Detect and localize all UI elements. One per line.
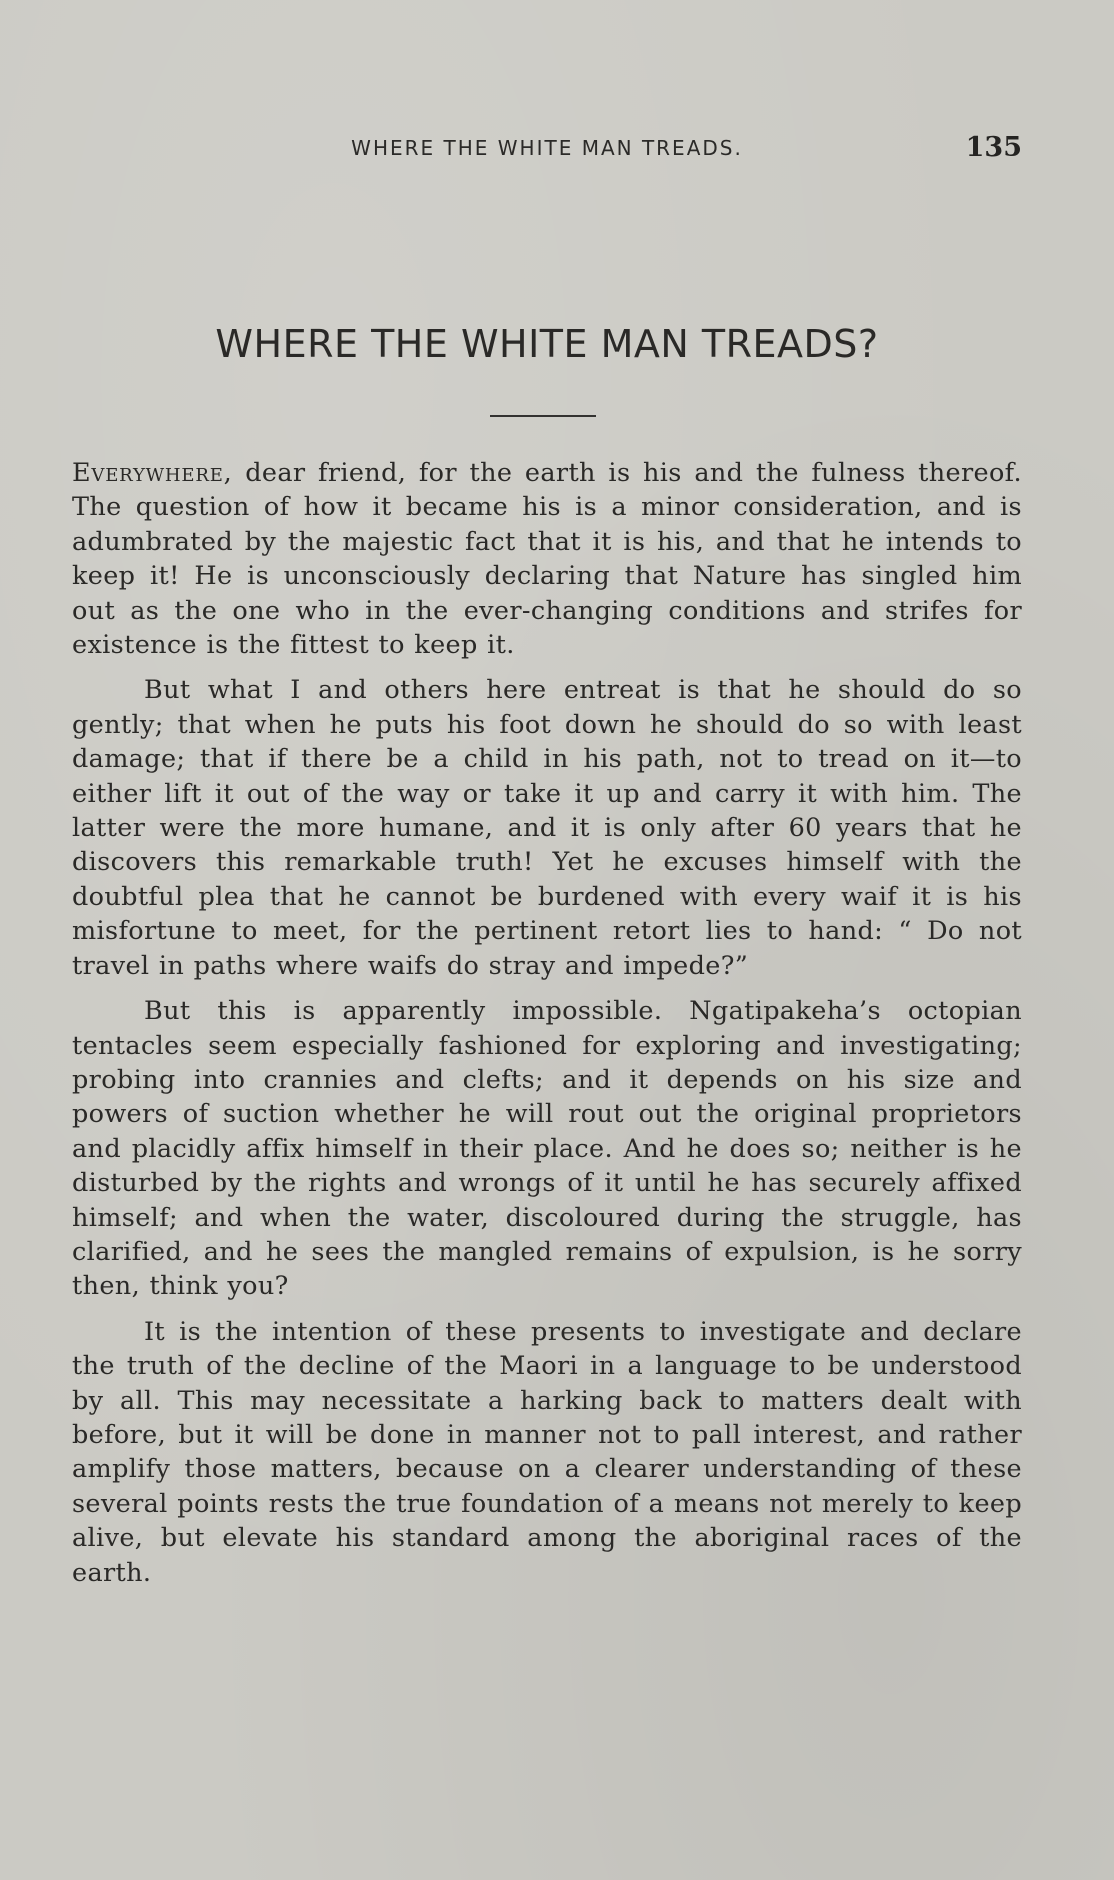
- paragraph-1-lead-word: Everywhere,: [72, 458, 233, 488]
- paragraph-3: But this is apparently impossible. Ngatipakeha’s octopian tentacles seem especially fashioned for exploring and investigating; probing into crannies and clefts; and it depends on his size and powers of suction whether he will rout out the original proprietors and placidly affix himself in their place. And he does so; neither is he disturbed by the rights and wrongs of it until he has securely affixed himself; and when the water, discoloured during the struggle, has clarified, and he sees the mangled remains of expulsion, is he sorry then, think you?: [72, 996, 1022, 1302]
- running-head: [72, 132, 1022, 172]
- page-number: 135: [965, 132, 1022, 163]
- running-head-title: WHERE THE WHITE MAN TREADS.: [351, 136, 743, 160]
- paragraph-1-text: dear friend, for the earth is his and the fulness thereof. The question of how it became his is a minor consideration, and is adumbrated by the majestic fact that it is his, and that he intends to keep it! He is unconsciously declaring that Nature has singled him out as the one who in the ever-changing conditions and strifes for existence is the fittest to keep it.: [72, 458, 1022, 661]
- paragraph-2: But what I and others here entreat is that he should do so gently; that when he puts his foot down he should do so with least damage; that if there be a child in his path, not to tread on it—to either lift it out of the way or take it up and carry it with him. The latter were the more humane, and it is only after 60 years that he discovers this remarkable truth! Yet he excuses himself with the doubtful plea that he cannot be burdened with every waif it is his misfortune to meet, for the pertinent retort lies to hand: “ Do not travel in paths where waifs do stray and impede?”: [72, 675, 1022, 981]
- paragraph-1: [72, 456, 1022, 662]
- body-text: [72, 456, 1022, 1601]
- chapter-title: WHERE THE WHITE MAN TREADS?: [215, 322, 879, 366]
- title-divider-rule: [490, 415, 596, 417]
- paragraph-4: It is the intention of these presents to investigate and declare the truth of the decline of the Maori in a language to be understood by all. This may necessitate a harking back to matters dealt with before, but it will be done in manner not to pall interest, and rather amplify those matters, because on a clearer understanding of these several points rests the true foundation of a means not merely to keep alive, but elevate his standard among the aboriginal races of the earth.: [72, 1316, 1022, 1588]
